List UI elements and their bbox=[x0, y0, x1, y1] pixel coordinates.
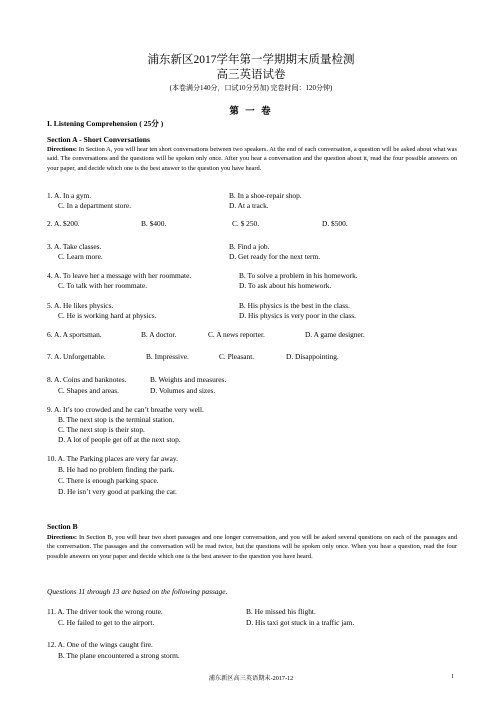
q6-option-d: D. A game designer. bbox=[305, 330, 365, 339]
q7-option-a: 7. A. Unforgettable. bbox=[47, 352, 106, 361]
q9-option-a: 9. A. It’s too crowded and he can’t breathe very well. bbox=[47, 405, 204, 414]
q8-option-a: 8. A. Coins and banknotes. bbox=[47, 375, 127, 384]
q3-option-a: 3. A. Take classes. bbox=[47, 242, 102, 251]
q9-option-c: C. The next stop is their stop. bbox=[58, 425, 145, 434]
q6-option-a: 6. A. A sportsman. bbox=[47, 330, 102, 339]
q5-option-d: D. His physics is very poor in the class. bbox=[239, 311, 357, 320]
directions-label: Directions: bbox=[47, 146, 78, 153]
q12-option-b: B. The plane encountered a strong storm. bbox=[58, 651, 180, 660]
q2-option-c: C. $ 250. bbox=[232, 219, 260, 228]
q5-option-c: C. He is working hard at physics. bbox=[58, 311, 157, 320]
q4-option-a: 4. A. To leave her a message with her roommate. bbox=[47, 271, 192, 280]
q10-option-d: D. He isn’t very good at parking the car. bbox=[58, 487, 177, 496]
sectionB-heading: Section B bbox=[47, 522, 78, 531]
footer-text: 浦东新区高三英语期末-2017-12 bbox=[208, 675, 294, 682]
passage-note: Questions 11 through 13 are based on the following passage. bbox=[47, 587, 228, 596]
q1-option-c: C. In a department store. bbox=[58, 201, 132, 210]
directions-text: In Section A, you will hear ten short conversations between two speakers. At the end of each conversation, a question will be asked about what was said. The conversations and the questions will be spoken only once. After you hear a conversation and the question about it, read the four possible answers on your paper, and decide which one is the best answer to the question you have heard. bbox=[47, 146, 457, 172]
q8-option-c: C. Shapes and areas. bbox=[58, 386, 119, 395]
q9-option-b: B. The next stop is the terminal station. bbox=[58, 415, 175, 424]
exam-title: 浦东新区2017学年第一学期期末质量检测 bbox=[147, 54, 355, 66]
q1-option-a: 1. A. In a gym. bbox=[47, 191, 92, 200]
q11-option-d: D. His taxi got stuck in a traffic jam. bbox=[246, 618, 355, 627]
q10-option-b: B. He had no problem finding the park. bbox=[58, 465, 175, 474]
q1-option-d: D. At a track. bbox=[229, 201, 269, 210]
q11-option-c: C. He failed to get to the airport. bbox=[58, 618, 155, 627]
q6-option-b: B. A doctor. bbox=[141, 330, 177, 339]
sectionB-directions bbox=[47, 533, 457, 561]
q9-option-d: D. A lot of people get off at the next stop. bbox=[58, 435, 181, 444]
page-number: 1 bbox=[451, 673, 455, 680]
q6-option-c: C. A news reporter. bbox=[208, 330, 265, 339]
q1-option-b: B. In a shoe-repair shop. bbox=[229, 191, 302, 200]
q7-option-d: D. Disappointing. bbox=[286, 352, 339, 361]
q2-option-b: B. $400. bbox=[141, 219, 167, 228]
q4-option-b: B. To solve a problem in his homework. bbox=[239, 271, 358, 280]
q3-option-b: B. Find a job. bbox=[229, 242, 270, 251]
q3-option-c: C. Learn more. bbox=[58, 252, 103, 261]
directions-label: Directions: bbox=[47, 534, 78, 541]
q7-option-c: C. Pleasant. bbox=[219, 352, 255, 361]
q2-option-d: D. $500. bbox=[322, 219, 348, 228]
sectionA-heading: Section A - Short Conversations bbox=[47, 135, 150, 144]
q4-option-c: C. To talk with her roommate. bbox=[58, 281, 148, 290]
q5-option-b: B. His physics is the best in the class. bbox=[239, 301, 350, 310]
directions-text: In Section B, you will hear two short passages and one longer conversation, and you will be asked several questions on each of the passages and the conversation. The passages and the conversation will be read twice, but the questions will be spoken only once. When you hear a question, read the four possible answers on your paper and decide which one is the best answer to the question you have heard. bbox=[47, 534, 457, 560]
q11-option-b: B. He missed his flight. bbox=[246, 607, 316, 616]
q7-option-b: B. Impressive. bbox=[146, 352, 189, 361]
exam-note: (本卷满分140分，口试10分另加) 完卷时间：120分钟) bbox=[169, 84, 333, 92]
q10-option-c: C. There is enough parking space. bbox=[58, 476, 159, 485]
q10-option-a: 10. A. The Parking places are very far away. bbox=[47, 454, 178, 463]
q12-option-a: 12. A. One of the wings caught fire. bbox=[47, 640, 153, 649]
part1-heading: I. Listening Comprehension ( 25分 ) bbox=[47, 119, 164, 128]
exam-subtitle: 高三英语试卷 bbox=[216, 69, 286, 81]
q3-option-d: D. Get ready for the next term. bbox=[229, 252, 321, 261]
q11-option-a: 11. A. The driver took the wrong route. bbox=[47, 607, 163, 616]
q5-option-a: 5. A. He likes physics. bbox=[47, 301, 114, 310]
sectionA-directions bbox=[47, 145, 457, 173]
q8-option-d: D. Volumes and sizes. bbox=[150, 386, 216, 395]
volume-heading: 第 一 卷 bbox=[229, 107, 273, 117]
q2-option-a: 2. A. $200. bbox=[47, 219, 80, 228]
q8-option-b: B. Weights and measures. bbox=[150, 375, 227, 384]
q4-option-d: D. To ask about his homework. bbox=[239, 281, 332, 290]
